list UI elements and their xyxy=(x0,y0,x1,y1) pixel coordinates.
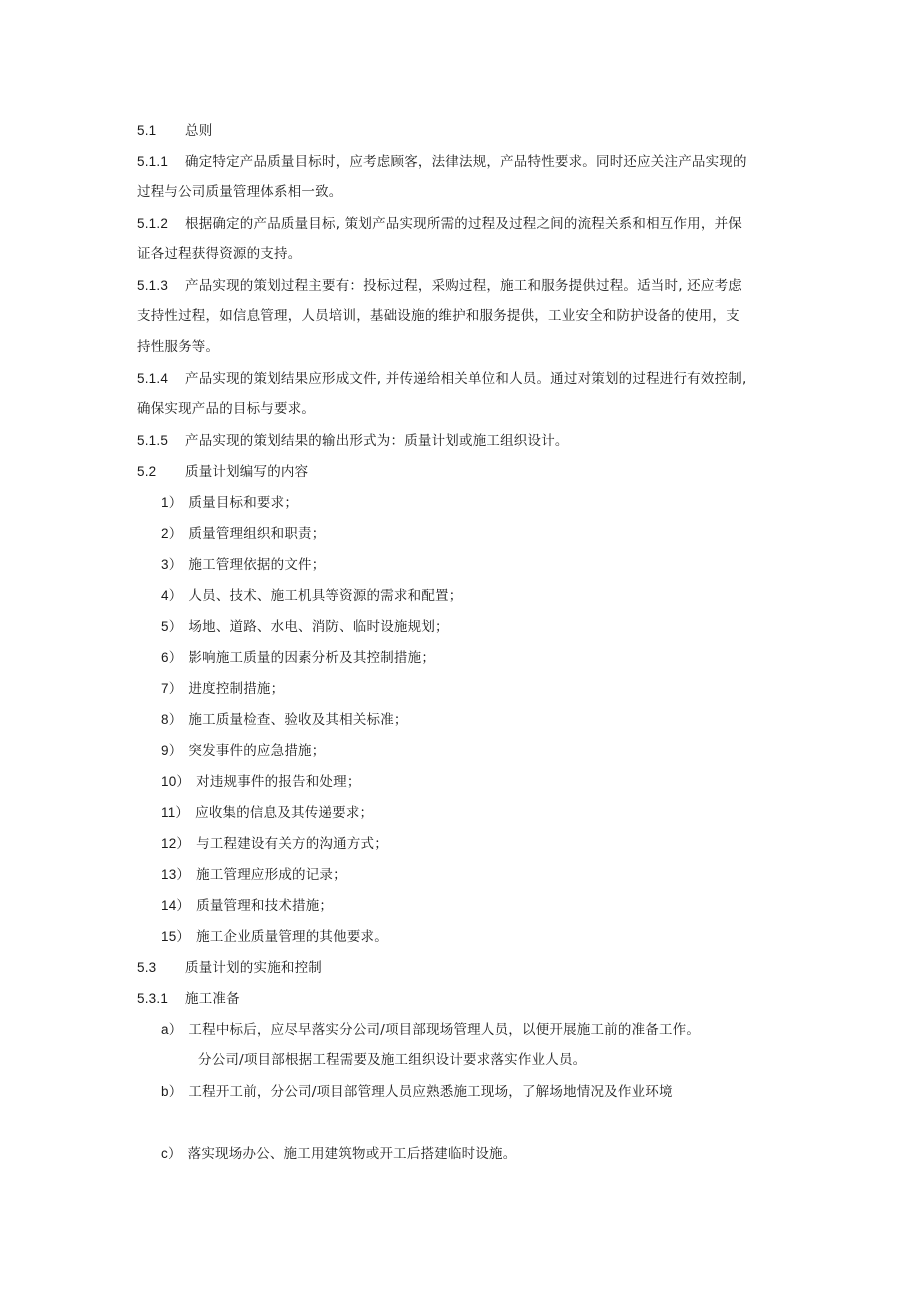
section-5-2-heading xyxy=(137,456,787,487)
paragraph-text: 确定特定产品质量目标时，应考虑顾客，法律法规，产品特性要求。同时还应关注产品实现的 xyxy=(185,154,747,170)
paragraph-continuation: 支持性过程，如信息管理，人员培训，基础设施的维护和服务提供，工业安全和防护设备的使用，支 xyxy=(137,308,740,324)
section-number: 5.1.3 xyxy=(137,278,169,293)
section-5-3-1-heading xyxy=(137,983,787,1014)
list-marker: 7） xyxy=(161,681,183,696)
prep-item-b xyxy=(161,1076,673,1107)
list-item-text: 应收集的信息及其传递要求； xyxy=(195,805,374,821)
section-number: 5.1.1 xyxy=(137,154,169,169)
list-item-text: 突发事件的应急措施； xyxy=(188,743,326,759)
list-item xyxy=(161,890,333,921)
list-item xyxy=(161,673,284,704)
section-title: 施工准备 xyxy=(185,991,240,1007)
list-item xyxy=(161,580,462,611)
list-marker: 8） xyxy=(161,712,183,727)
list-item-continuation: 分公司/项目部根据工程需要及施工组织设计要求落实作业人员。 xyxy=(198,1052,587,1068)
paragraph-text: 产品实现的策划结果的输出形式为：质量计划或施工组织设计。 xyxy=(185,433,569,449)
section-5-1-heading xyxy=(137,115,787,146)
section-5-1-3 xyxy=(137,270,787,301)
list-item-text: 影响施工质量的因素分析及其控制措施； xyxy=(188,650,436,666)
list-item xyxy=(161,611,449,642)
list-marker: 12） xyxy=(161,836,191,851)
list-item-text: 质量管理和技术措施； xyxy=(196,898,334,914)
list-marker: 3） xyxy=(161,557,183,572)
section-title: 质量计划的实施和控制 xyxy=(185,960,322,976)
list-item-text: 进度控制措施； xyxy=(188,681,285,697)
prep-item-a xyxy=(161,1014,700,1045)
section-number: 5.1.4 xyxy=(137,371,169,386)
section-number: 5.1 xyxy=(137,123,157,138)
list-item xyxy=(161,735,325,766)
section-5-1-2 xyxy=(137,208,787,239)
list-marker: 15） xyxy=(161,929,191,944)
list-marker: 9） xyxy=(161,743,183,758)
section-number: 5.1.5 xyxy=(137,433,169,448)
list-marker: 1） xyxy=(161,495,183,510)
list-item-text: 施工管理依据的文件； xyxy=(188,557,326,573)
list-marker: 4） xyxy=(161,588,183,603)
list-item xyxy=(161,549,325,580)
paragraph-text: 产品实现的策划过程主要有：投标过程，采购过程，施工和服务提供过程。适当时, 还应考虑 xyxy=(185,278,742,294)
paragraph-text: 根据确定的产品质量目标, 策划产品实现所需的过程及过程之间的流程关系和相互作用，并保 xyxy=(185,216,742,232)
list-item-text: 质量目标和要求； xyxy=(188,495,299,511)
section-title: 总则 xyxy=(185,123,213,139)
list-item-text: 与工程建设有关方的沟通方式； xyxy=(196,836,388,852)
list-item-text: 工程中标后，应尽早落实分公司/项目部现场管理人员，以便开展施工前的准备工作。 xyxy=(188,1022,701,1038)
section-5-3-heading xyxy=(137,952,787,983)
list-item xyxy=(161,797,373,828)
list-item-text: 施工企业质量管理的其他要求。 xyxy=(196,929,388,945)
paragraph-continuation: 持性服务等。 xyxy=(137,339,220,355)
paragraph-continuation: 证各过程获得资源的支持。 xyxy=(137,246,302,262)
section-number: 5.3 xyxy=(137,960,157,975)
list-item-text: 质量管理组织和职责； xyxy=(188,526,326,542)
list-marker: 11） xyxy=(161,805,190,820)
section-number: 5.3.1 xyxy=(137,991,169,1006)
list-item-text: 落实现场办公、施工用建筑物或开工后搭建临时设施。 xyxy=(187,1146,517,1162)
prep-item-c xyxy=(161,1138,516,1169)
list-marker: b） xyxy=(161,1084,183,1099)
section-number: 5.1.2 xyxy=(137,216,169,231)
list-marker: 14） xyxy=(161,898,191,913)
list-item xyxy=(161,859,347,890)
paragraph-text: 产品实现的策划结果应形成文件, 并传递给相关单位和人员。通过对策划的过程进行有效控制, xyxy=(185,371,747,387)
list-item xyxy=(161,921,388,952)
list-marker: 6） xyxy=(161,650,183,665)
list-marker: 5） xyxy=(161,619,183,634)
section-5-1-5 xyxy=(137,425,787,456)
list-marker: 13） xyxy=(161,867,191,882)
list-item xyxy=(161,487,298,518)
paragraph-continuation: 确保实现产品的目标与要求。 xyxy=(137,401,316,417)
section-title: 质量计划编写的内容 xyxy=(185,464,309,480)
section-number: 5.2 xyxy=(137,464,157,479)
list-marker: 2） xyxy=(161,526,183,541)
list-item-text: 人员、技术、施工机具等资源的需求和配置； xyxy=(188,588,463,604)
list-item xyxy=(161,518,325,549)
section-5-1-1 xyxy=(137,146,787,177)
list-item xyxy=(161,828,388,859)
list-item-text: 施工管理应形成的记录； xyxy=(196,867,347,883)
list-item-text: 场地、道路、水电、消防、临时设施规划； xyxy=(188,619,449,635)
list-item xyxy=(161,766,361,797)
list-marker: c） xyxy=(161,1146,182,1161)
list-item-text: 对违规事件的报告和处理； xyxy=(196,774,361,790)
list-item-text: 施工质量检查、验收及其相关标准； xyxy=(188,712,408,728)
list-marker: a） xyxy=(161,1022,183,1037)
list-marker: 10） xyxy=(161,774,191,789)
list-item xyxy=(161,642,435,673)
list-item-text: 工程开工前，分公司/项目部管理人员应熟悉施工现场，了解场地情况及作业环境 xyxy=(188,1084,673,1100)
section-5-1-4 xyxy=(137,363,787,394)
list-item xyxy=(161,704,408,735)
paragraph-continuation: 过程与公司质量管理体系相一致。 xyxy=(137,184,343,200)
